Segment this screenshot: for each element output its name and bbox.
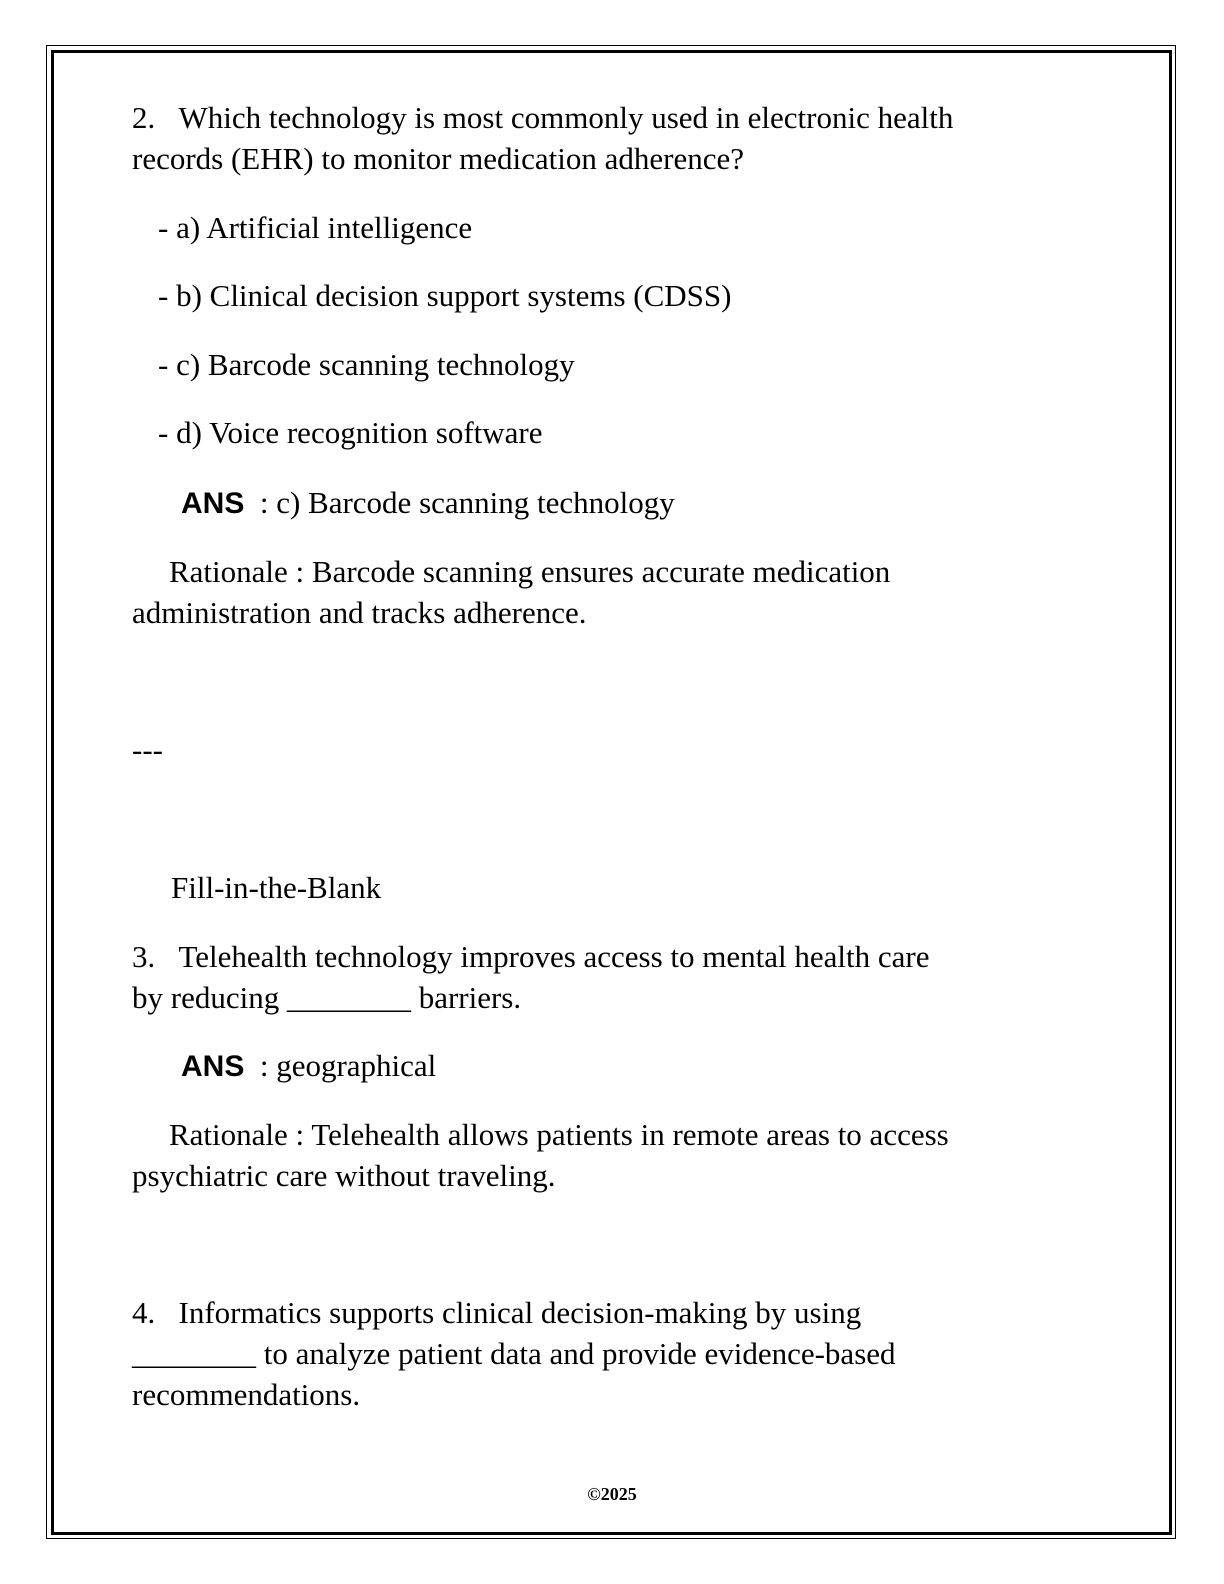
question-2-line-2: records (EHR) to monitor medication adherence? [132,141,745,176]
option-b: - b) Clinical decision support systems (CDSS) [158,278,732,313]
rationale-q3-line-2: psychiatric care without traveling. [132,1158,556,1193]
question-text: Telehealth technology improves access to mental health care [178,939,930,974]
answer-label: ANS [181,1050,245,1083]
section-title: Fill-in-the-Blank [171,870,382,905]
question-text: Which technology is most commonly used in electronic health [178,100,954,135]
option-d: - d) Voice recognition software [158,415,543,450]
question-4-line-2: ________ to analyze patient data and provide evidence-based [132,1336,896,1371]
rationale-q3-line-1: Rationale : Telehealth allows patients in remote areas to access [169,1117,949,1152]
question-number: 4. [132,1295,156,1330]
copyright-footer: ©2025 [587,1484,637,1504]
question-3-line-1 [132,936,930,977]
question-number: 2. [132,100,156,135]
answer-label: ANS [181,487,245,520]
rationale-q2-line-2: administration and tracks adherence. [132,595,587,630]
question-4-line-1 [132,1292,861,1333]
question-3-line-2: by reducing ________ barriers. [132,980,522,1015]
separator: --- [132,732,163,767]
answer-text: : geographical [259,1048,437,1083]
question-number: 3. [132,939,156,974]
answer-text: : c) Barcode scanning technology [259,485,675,520]
option-c: - c) Barcode scanning technology [158,347,575,382]
answer-q2 [181,482,675,524]
rationale-q2-line-1: Rationale : Barcode scanning ensures accurate medication [169,554,891,589]
question-4-line-3: recommendations. [132,1377,361,1412]
question-2-line-1 [132,97,953,138]
option-a: - a) Artificial intelligence [158,210,473,245]
question-text: Informatics supports clinical decision-making by using [178,1295,862,1330]
answer-q3 [181,1045,436,1087]
